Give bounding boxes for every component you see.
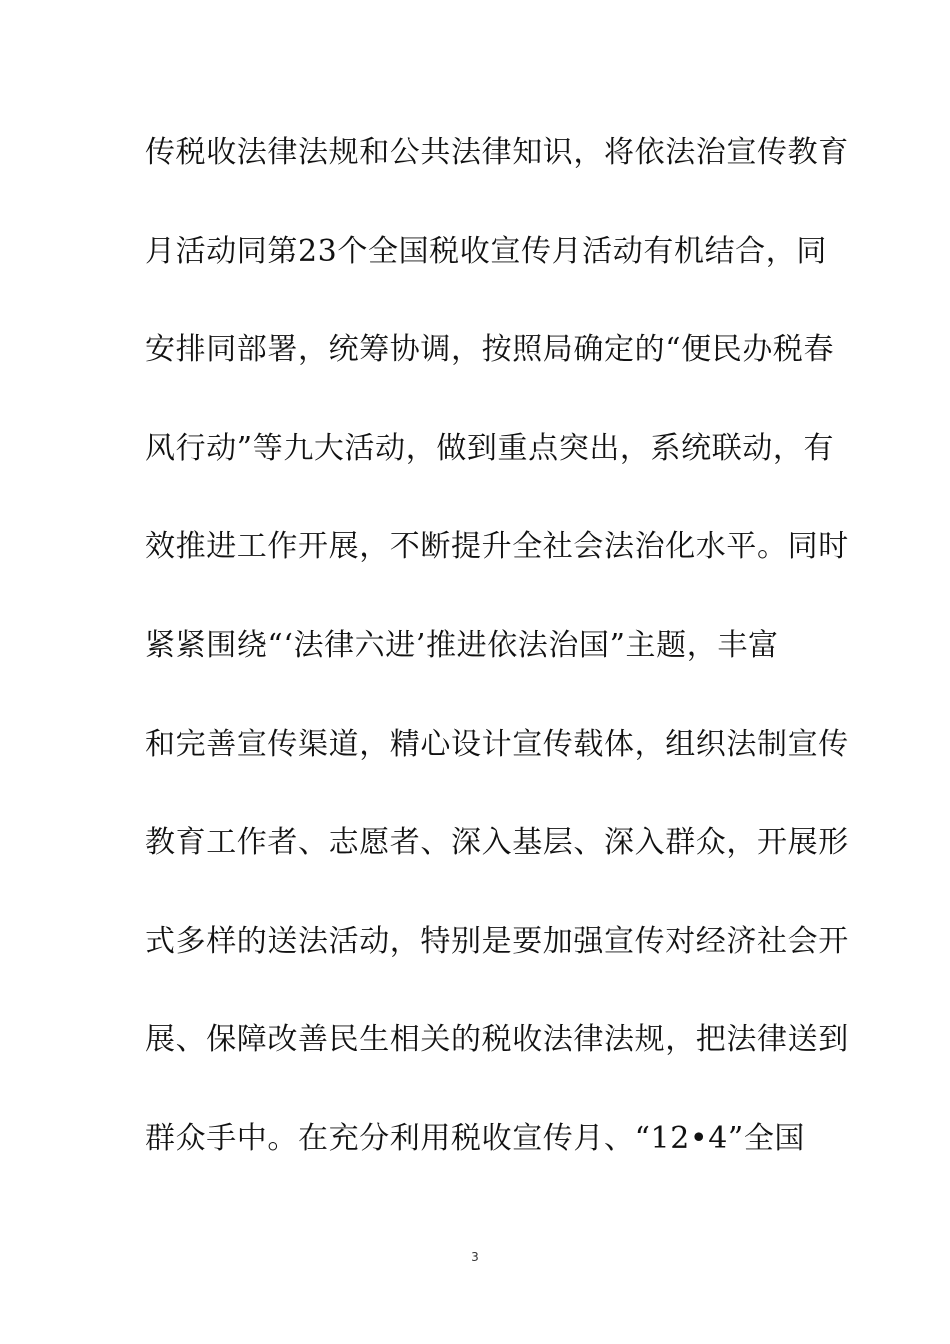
text-line: 和完善宣传渠道，精心设计宣传载体，组织法制宣传 (145, 726, 849, 762)
page-number: 3 (471, 1250, 479, 1264)
text-line: 紧紧围绕“‘法律六进’推进依法治国”主题，丰富 (145, 627, 779, 663)
text-line: 教育工作者、志愿者、深入基层、深入群众，开展形 (145, 825, 849, 861)
text-line: 月活动同第23个全国税收宣传月活动有机结合，同 (145, 233, 827, 269)
text-line: 传税收法律法规和公共法律知识，将依法治宣传教育 (145, 135, 849, 170)
text-line: 展、保障改善民生相关的税收法律法规，把法律送到 (145, 1022, 849, 1058)
text-line: 安排同部署，统筹协调，按照局确定的“便民办税春 (145, 332, 835, 368)
text-line: 风行动”等九大活动，做到重点突出，系统联动，有 (145, 430, 835, 466)
text-line: 式多样的送法活动，特别是要加强宣传对经济社会开 (145, 923, 849, 959)
body-text (145, 131, 849, 1216)
text-line: 群众手中。在充分利用税收宣传月、“12•4”全国 (145, 1120, 806, 1156)
text-line: 效推进工作开展，不断提升全社会法治化水平。同时 (145, 529, 849, 565)
